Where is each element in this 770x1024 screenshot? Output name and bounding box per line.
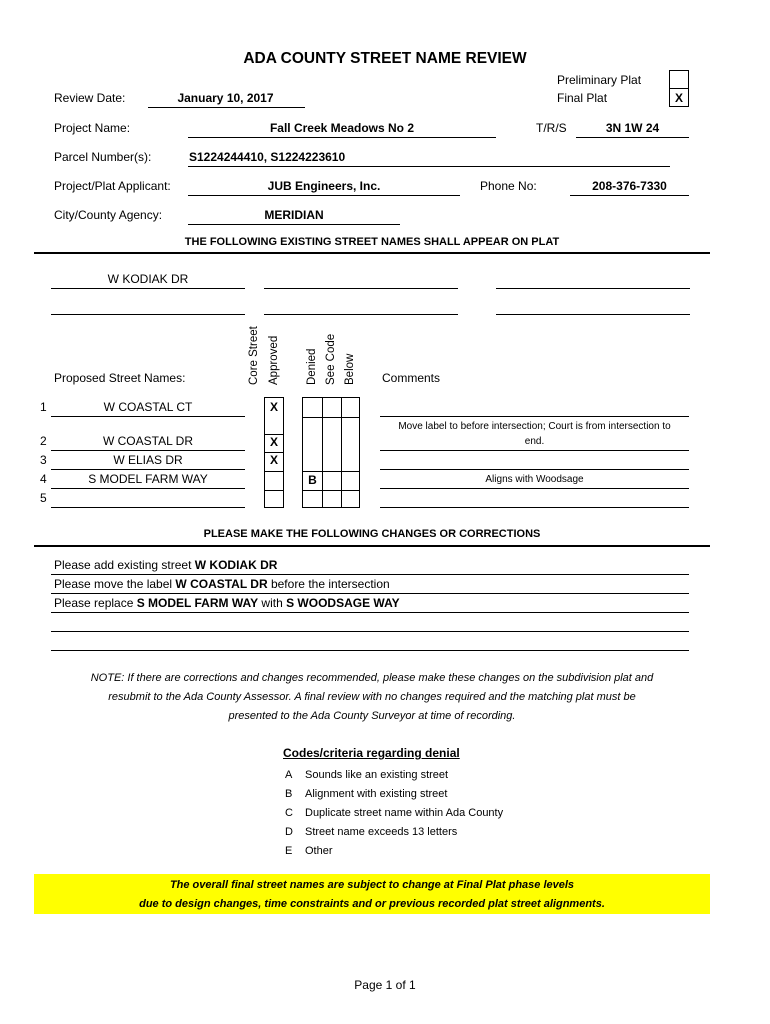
agency-underline	[188, 224, 400, 225]
proposed-street-5-line	[51, 507, 245, 508]
comment-2-line1[interactable]: Move label to before intersection; Court is from intersection to	[398, 421, 671, 432]
change-text: with	[258, 596, 287, 610]
applicant-label: Project/Plat Applicant:	[54, 179, 171, 193]
change-line-3-rule	[51, 612, 689, 613]
phone-field[interactable]: 208-376-7330	[592, 179, 667, 193]
preliminary-plat-label: Preliminary Plat	[557, 73, 642, 87]
phone-underline	[570, 195, 689, 196]
final-plat-label: Final Plat	[557, 91, 608, 105]
below-header: Below	[344, 353, 356, 385]
banner-line: The overall final street names are subject to change at Final Plat phase levels	[169, 879, 575, 891]
applicant-field[interactable]: JUB Engineers, Inc.	[267, 179, 381, 193]
existing-streets-header: THE FOLLOWING EXISTING STREET NAMES SHALL APPEAR ON PLAT	[184, 236, 560, 248]
approved-cell-4[interactable]	[265, 471, 283, 490]
comment-5-underline	[380, 507, 689, 508]
change-street: W KODIAK DR	[194, 558, 278, 572]
parcel-underline	[188, 166, 670, 167]
code-item	[285, 823, 503, 842]
comment-3-underline	[380, 469, 689, 470]
existing-street-2-line	[264, 288, 458, 289]
changes-header-rule	[34, 545, 710, 547]
review-date-label: Review Date:	[54, 91, 126, 105]
phone-label: Phone No:	[480, 179, 537, 193]
change-text: Please move the label	[54, 577, 176, 591]
change-line-3[interactable]	[54, 596, 400, 610]
changes-header: PLEASE MAKE THE FOLLOWING CHANGES OR CORRECTIONS	[203, 528, 541, 540]
change-line-1[interactable]	[54, 558, 277, 572]
trs-underline	[576, 137, 689, 138]
note-line: NOTE: If there are corrections and changes recommended, please make these changes on the subdivision plat and	[90, 672, 654, 684]
comment-4[interactable]: Aligns with Woodsage	[485, 474, 584, 485]
row-number: 5	[40, 491, 47, 505]
trs-label: T/R/S	[536, 121, 567, 135]
proposed-street-1-line	[51, 416, 245, 417]
see-code-header: See Code	[325, 333, 337, 385]
project-name-label: Project Name:	[54, 121, 131, 135]
grid-divider	[303, 490, 359, 491]
proposed-names-header: Proposed Street Names:	[54, 371, 186, 385]
proposed-street-2-line	[51, 450, 245, 451]
approved-cell-5[interactable]	[265, 490, 283, 508]
denied-header: Denied	[306, 348, 318, 385]
preliminary-plat-checkbox[interactable]	[669, 70, 689, 89]
proposed-street-3-line	[51, 469, 245, 470]
change-text: Please replace	[54, 596, 137, 610]
agency-label: City/County Agency:	[54, 208, 163, 222]
banner-line: due to design changes, time constraints and or previous recorded plat street alignments.	[139, 898, 605, 910]
comment-1-line	[380, 416, 689, 417]
parcel-field[interactable]: S1224244410, S1224223610	[189, 150, 346, 164]
proposed-street-1[interactable]: W COASTAL CT	[103, 400, 193, 414]
agency-field[interactable]: MERIDIAN	[264, 208, 324, 222]
project-name-field[interactable]: Fall Creek Meadows No 2	[269, 121, 415, 135]
code-letter: C	[285, 807, 293, 819]
final-plat-mark: X	[674, 91, 683, 105]
code-item	[285, 785, 503, 804]
row-number: 2	[40, 434, 47, 448]
code-text: Other	[305, 845, 333, 857]
change-line-4-rule	[51, 631, 689, 632]
existing-street-1-line	[51, 288, 245, 289]
change-text: before the intersection	[267, 577, 390, 591]
existing-street-3-line	[496, 288, 690, 289]
change-line-2[interactable]	[54, 577, 390, 591]
proposed-street-2[interactable]: W COASTAL DR	[102, 434, 193, 448]
change-street: S MODEL FARM WAY	[136, 596, 259, 610]
comment-2-underline	[380, 450, 689, 451]
code-item	[285, 804, 503, 823]
project-name-underline	[188, 137, 496, 138]
approved-cell-3[interactable]: X	[265, 452, 283, 471]
note-line: presented to the Ada County Surveyor at time of recording.	[228, 710, 516, 722]
code-text: Street name exceeds 13 letters	[305, 826, 458, 838]
comments-header: Comments	[382, 371, 441, 385]
code-text: Alignment with existing street	[305, 788, 448, 800]
existing-street-6-line	[496, 314, 690, 315]
change-street: W COASTAL DR	[175, 577, 268, 591]
grid-divider	[303, 471, 359, 472]
proposed-street-4[interactable]: S MODEL FARM WAY	[88, 472, 208, 486]
review-date-underline	[148, 107, 305, 108]
review-date-field[interactable]: January 10, 2017	[177, 91, 274, 105]
change-street: S WOODSAGE WAY	[286, 596, 400, 610]
approved-header: Approved	[268, 335, 280, 385]
change-text: Please add existing street	[54, 558, 195, 572]
final-plat-checkbox[interactable]	[669, 88, 689, 107]
change-line-1-rule	[51, 574, 689, 575]
parcel-label: Parcel Number(s):	[54, 150, 152, 164]
comment-4-underline	[380, 488, 689, 489]
code-item	[285, 842, 503, 861]
comment-2-line2[interactable]: end.	[524, 436, 545, 447]
code-item	[285, 766, 503, 785]
approved-grid	[264, 397, 284, 508]
page-number: Page 1 of 1	[354, 978, 416, 992]
row-number: 3	[40, 453, 47, 467]
code-text: Sounds like an existing street	[305, 769, 449, 781]
denied-cell-4[interactable]: B	[308, 473, 317, 487]
note-block	[34, 669, 710, 726]
code-letter: E	[285, 845, 293, 857]
applicant-underline	[188, 195, 460, 196]
approved-cell-2[interactable]: X	[265, 434, 283, 453]
existing-street-5-line	[264, 314, 458, 315]
row-number: 1	[40, 400, 47, 414]
proposed-street-4-line	[51, 488, 245, 489]
page-title: ADA COUNTY STREET NAME REVIEW	[243, 50, 527, 67]
code-letter: A	[285, 769, 293, 781]
note-line: resubmit to the Ada County Assessor. A final review with no changes required and the matching plat must be	[108, 691, 636, 703]
grid-divider	[303, 417, 359, 418]
code-letter: D	[285, 826, 293, 838]
change-line-5-rule	[51, 650, 689, 651]
row-number: 4	[40, 472, 47, 486]
denied-grid	[302, 397, 360, 508]
existing-street-4-line	[51, 314, 245, 315]
codes-list	[285, 766, 503, 861]
code-letter: B	[285, 788, 293, 800]
existing-header-rule	[34, 252, 710, 254]
approved-cell-1[interactable]: X	[269, 400, 278, 414]
change-line-2-rule	[51, 593, 689, 594]
proposed-street-3[interactable]: W ELIAS DR	[113, 453, 183, 467]
disclaimer-banner	[34, 874, 710, 914]
core-street-header: Core Street	[248, 326, 260, 385]
trs-field[interactable]: 3N 1W 24	[605, 121, 660, 135]
existing-street-1[interactable]: W KODIAK DR	[107, 272, 189, 286]
code-text: Duplicate street name within Ada County	[305, 807, 504, 819]
codes-title: Codes/criteria regarding denial	[283, 746, 460, 760]
